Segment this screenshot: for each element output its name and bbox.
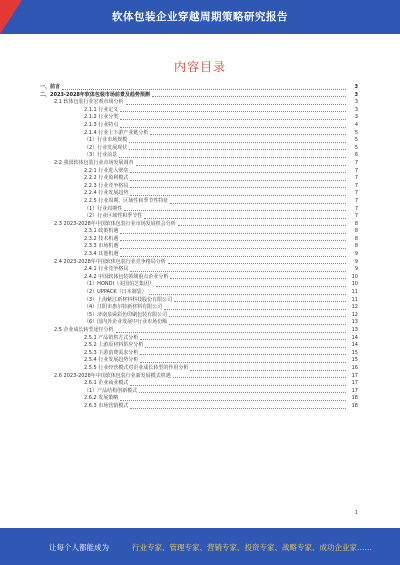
toc-leader-dots: [124, 210, 346, 211]
toc-leader-dots: [190, 370, 346, 371]
table-of-contents: [40, 84, 358, 411]
toc-entry[interactable]: [40, 175, 358, 183]
toc-leader-dots: [120, 127, 346, 128]
toc-entry-page: 7: [354, 159, 358, 166]
toc-entry-title: 2.4.1 行业竞争格局: [84, 266, 129, 273]
toc-entry[interactable]: [40, 198, 358, 206]
toc-leader-dots: [116, 332, 346, 333]
toc-entry-title: 2.5.3 下游消费需求分析: [84, 349, 139, 356]
toc-leader-dots: [130, 385, 346, 386]
toc-entry-page: 17: [351, 387, 358, 394]
toc-entry-page: 3: [354, 114, 358, 121]
toc-leader-dots: [140, 339, 346, 340]
toc-entry-title: （2）UPPACK（日本制袋）: [84, 289, 147, 296]
toc-leader-dots: [130, 180, 346, 181]
toc-entry-page: 17: [351, 380, 358, 387]
toc-entry-title: 一、前言: [40, 84, 61, 90]
toc-entry[interactable]: [40, 160, 358, 168]
toc-entry[interactable]: [40, 168, 358, 176]
toc-entry[interactable]: [40, 152, 358, 160]
toc-leader-dots: [120, 111, 346, 112]
toc-leader-dots: [149, 294, 346, 295]
toc-entry-page: 3: [354, 99, 358, 106]
toc-leader-dots: [126, 104, 346, 105]
toc-entry-title: 2.6 2023-2028年中国软体包装行业新发展模式机遇: [54, 372, 171, 379]
toc-entry-page: 9: [354, 266, 358, 273]
footer-roles: 行业专家、管理专家、营销专家、投资专家、战略专家、成功企业家……: [132, 543, 372, 552]
footer-message: 让每个人都能成为: [49, 543, 109, 552]
toc-leader-dots: [140, 354, 346, 355]
toc-entry-page: 10: [351, 281, 358, 288]
toc-leader-dots: [130, 195, 346, 196]
toc-entry[interactable]: [40, 114, 358, 122]
toc-entry[interactable]: [40, 304, 358, 312]
toc-entry-page: 11: [351, 289, 358, 296]
toc-leader-dots: [156, 286, 346, 287]
toc-entry-title: 2.3.1 政策机遇: [84, 228, 119, 235]
toc-entry-page: 7: [354, 182, 358, 189]
toc-entry-title: 2.1.4 行业上下游产业链分析: [84, 129, 149, 136]
toc-entry-title: 2.2.4 行业发展趋势: [84, 190, 129, 197]
toc-entry-title: 2.5.5 行业经营模式对企业成长转型的作用分析: [84, 364, 189, 371]
toc-entry-page: 8: [354, 243, 358, 250]
toc-entry-page: 16: [351, 364, 358, 371]
toc-entry-title: 2.5.2 上游原材料供应分析: [84, 342, 144, 349]
toc-entry-page: 9: [354, 258, 358, 265]
toc-leader-dots: [120, 119, 346, 120]
toc-entry-page: 14: [351, 334, 358, 341]
toc-leader-dots: [119, 157, 346, 158]
toc-entry-title: （1）行业周期性: [84, 205, 123, 212]
toc-leader-dots: [169, 316, 346, 317]
toc-entry-page: 18: [351, 402, 358, 409]
toc-entry-title: 2.1.1 行业定义: [84, 106, 119, 113]
toc-entry[interactable]: [40, 213, 358, 221]
toc-entry-page: 8: [354, 228, 358, 235]
toc-entry[interactable]: [40, 190, 358, 198]
toc-entry-page: 5: [354, 144, 358, 151]
toc-entry-page: 10: [351, 273, 358, 280]
toc-entry-title: 二、2023-2028年软体包装市场前景及趋势预测: [40, 91, 150, 98]
toc-entry-title: 2.6.3 市场营销模式: [84, 402, 129, 409]
toc-entry-title: 2.3.3 市场机遇: [84, 243, 119, 250]
toc-entry[interactable]: [40, 137, 358, 145]
toc-entry-page: 5: [354, 129, 358, 136]
toc-entry-title: 2.1.3 行业特点: [84, 121, 119, 128]
toc-entry-title: 2.4.2 中国软体包装领域重点企业分析: [84, 273, 169, 280]
toc-leader-dots: [120, 233, 346, 234]
toc-entry-page: 14: [351, 342, 358, 349]
toc-heading: 内容目录: [173, 60, 226, 74]
toc-entry-title: （6）国内外企业发展中行业市场份额: [84, 319, 168, 326]
toc-entry[interactable]: [40, 319, 358, 327]
toc-entry-page: 15: [351, 357, 358, 364]
toc-entry-page: 9: [354, 251, 358, 258]
toc-leader-dots: [178, 225, 346, 226]
toc-entry[interactable]: [40, 342, 358, 350]
toc-entry-title: （2）行业区域性和季节性: [84, 213, 143, 220]
toc-entry-title: 2.5 企业成长转型途径分析: [54, 327, 114, 333]
toc-entry-page: 7: [354, 213, 358, 220]
toc-leader-dots: [139, 392, 346, 393]
page-number: 1: [354, 510, 358, 516]
toc-entry-title: 2.5.4 行业发展趋势分析: [84, 357, 139, 364]
toc-entry-title: （1）行业市场规模: [84, 137, 128, 144]
toc-leader-dots: [130, 172, 346, 173]
toc-leader-dots: [62, 89, 346, 90]
toc-entry-page: 15: [351, 349, 358, 356]
toc-leader-dots: [170, 278, 346, 279]
toc-entry[interactable]: [40, 289, 358, 297]
toc-leader-dots: [170, 203, 346, 204]
toc-leader-dots: [129, 149, 346, 150]
toc-leader-dots: [136, 165, 346, 166]
toc-leader-dots: [130, 271, 346, 272]
toc-entry[interactable]: [40, 365, 358, 373]
toc-leader-dots: [140, 362, 346, 363]
toc-entry-page: 3: [354, 84, 358, 90]
toc-entry-title: （5）济南泉舜彩色印刷包装有限公司: [84, 311, 168, 318]
toc-entry-page: 5: [354, 137, 358, 144]
toc-entry[interactable]: [40, 403, 358, 411]
toc-entry-title: 2.3.2 技术机遇: [84, 235, 119, 242]
toc-entry-page: 12: [351, 311, 358, 318]
toc-entry[interactable]: [40, 357, 358, 365]
toc-entry-title: 2.2 我国软体包装行业市场发展调查: [54, 159, 134, 166]
toc-entry-title: 2.2.3 行业竞争格局: [84, 182, 129, 189]
toc-entry-title: 2.2.5 行业周期、区域性和季节性特征: [84, 197, 169, 204]
toc-entry-page: 7: [354, 175, 358, 182]
toc-entry-page: 3: [354, 106, 358, 113]
toc-entry-title: （4）江阴市惠尔特新材料有限公司: [84, 304, 163, 311]
toc-leader-dots: [174, 301, 346, 302]
toc-entry-title: 2.6.2 发展策略: [84, 395, 119, 402]
toc-entry-title: （2）行业发展现状: [84, 144, 128, 151]
toc-entry-title: （3）行业前景: [84, 152, 118, 159]
toc-leader-dots: [152, 96, 346, 97]
toc-leader-dots: [120, 240, 346, 241]
toc-leader-dots: [144, 218, 346, 219]
toc-leader-dots: [120, 256, 346, 257]
toc-entry[interactable]: [40, 380, 358, 388]
toc-entry-title: （1）HONDI（美国伯芝集团）: [84, 281, 154, 288]
toc-leader-dots: [169, 324, 346, 325]
toc-leader-dots: [120, 400, 346, 401]
toc-leader-dots: [120, 248, 346, 249]
toc-leader-dots: [164, 309, 346, 310]
toc-entry[interactable]: [40, 281, 358, 289]
toc-entry-title: 2.4 2023-2028年中国软体包装行业竞争格局分析: [54, 258, 166, 265]
toc-entry-title: （3）上海紫江新材料科技股份有限公司: [84, 296, 173, 303]
toc-entry-page: 7: [354, 197, 358, 204]
toc-entry[interactable]: [40, 99, 358, 107]
toc-entry-page: 6: [354, 152, 358, 159]
toc-entry[interactable]: [40, 206, 358, 214]
toc-entry-title: 2.3 2023-2028年中国软体包装行业市场发展机会分析: [54, 220, 176, 227]
toc-entry-page: 8: [354, 220, 358, 227]
toc-entry-title: 2.1.2 行业分类: [84, 114, 119, 121]
toc-leader-dots: [130, 187, 346, 188]
toc-entry[interactable]: [40, 122, 358, 130]
footer-banner: [0, 528, 400, 565]
toc-entry-page: 17: [351, 372, 358, 379]
toc-entry-title: 2.3.4 其他机遇: [84, 251, 119, 258]
toc-entry[interactable]: [40, 266, 358, 274]
toc-entry-title: 2.2.1 行业进入壁垒: [84, 167, 129, 174]
toc-entry-title: 2.5.1 产品销售方式分析: [84, 334, 139, 341]
toc-leader-dots: [173, 377, 346, 378]
toc-entry-page: 7: [354, 205, 358, 212]
toc-leader-dots: [130, 408, 346, 409]
toc-entry-page: 13: [351, 319, 358, 326]
toc-leader-dots: [129, 142, 346, 143]
toc-entry-title: （1）产品结构创新模式: [84, 387, 138, 394]
toc-entry-page: 8: [354, 235, 358, 242]
toc-entry[interactable]: [40, 395, 358, 403]
toc-entry[interactable]: [40, 84, 358, 92]
toc-entry-page: 13: [351, 327, 358, 333]
toc-entry[interactable]: [40, 327, 358, 335]
toc-entry-page: 3: [354, 91, 358, 98]
toc-entry-title: 2.2.2 行业盈利模式: [84, 175, 129, 182]
toc-entry-page: 7: [354, 190, 358, 197]
toc-entry[interactable]: [40, 228, 358, 236]
toc-leader-dots: [150, 134, 346, 135]
toc-leader-dots: [168, 263, 346, 264]
toc-entry-page: 11: [351, 296, 358, 303]
toc-entry-title: 2.6.1 企业商业模式: [84, 380, 129, 387]
toc-entry-page: 7: [354, 167, 358, 174]
toc-entry-page: 18: [351, 395, 358, 402]
header-banner: [0, 0, 400, 34]
toc-entry[interactable]: [40, 243, 358, 251]
toc-leader-dots: [145, 347, 346, 348]
toc-entry-page: 4: [354, 121, 358, 128]
report-title: 软体包装企业穿越周期策略研究报告: [112, 11, 288, 23]
toc-entry[interactable]: [40, 251, 358, 259]
toc-entry-title: 2.1 软体包装行业宏观市场分析: [54, 99, 124, 106]
toc-entry-page: 12: [351, 304, 358, 311]
